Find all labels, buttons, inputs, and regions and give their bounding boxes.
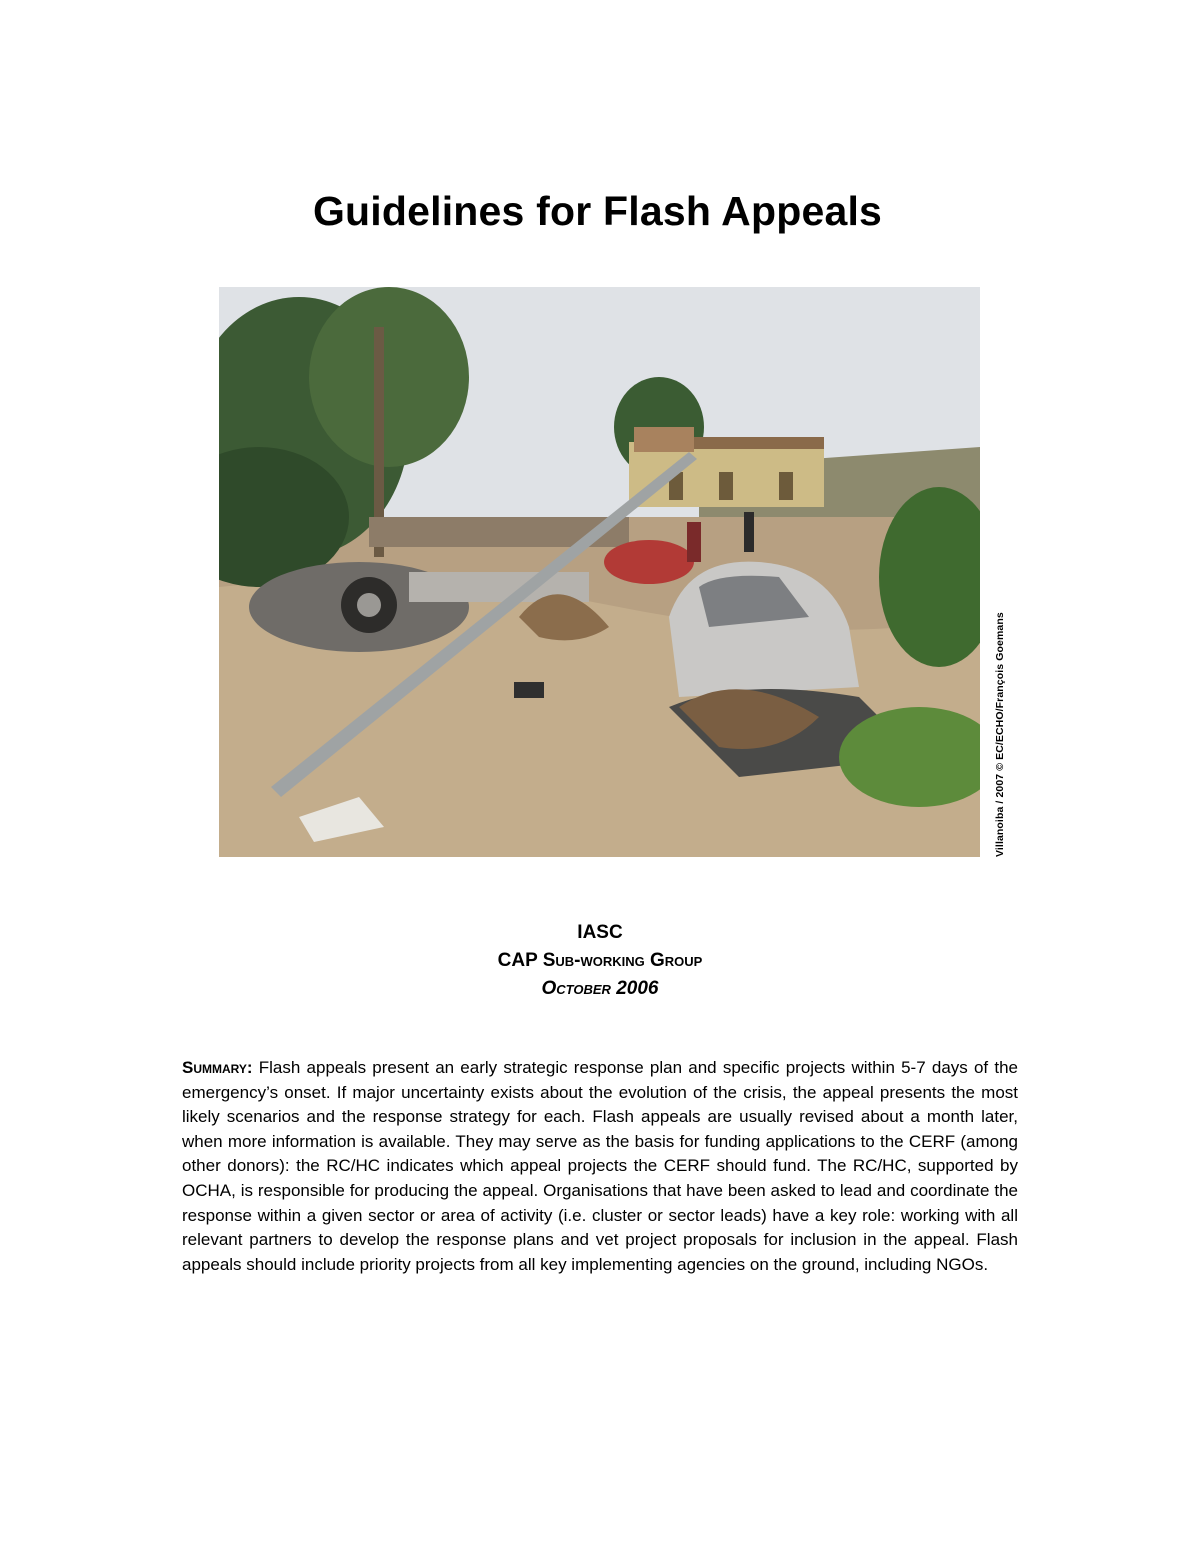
photo-credit: Villanoiba / 2007 © EC/ECHO/François Goemans	[994, 612, 1006, 857]
working-group-name: CAP Sub-working Group	[497, 950, 703, 971]
org-name: IASC	[577, 922, 623, 943]
summary-label: Summary:	[182, 1058, 253, 1077]
flood-damage-photo-illustration	[219, 287, 980, 857]
organization-block	[0, 919, 1200, 1003]
summary-text: Flash appeals present an early strategic response plan and specific projects within 5-7 days of the emergency’s onset. If major uncertainty exists about the evolution of the crisis, the appeal presents the most likely scenarios and the response strategy for each. Flash appeals are usually revised about a month later, when more information is available. They may serve as the basis for funding applications to the CERF (among other donors): the RC/HC indicates which appeal projects the CERF should fund. The RC/HC, supported by OCHA, is responsible for producing the appeal. Organisations that have been asked to lead and coordinate the response within a given sector or area of activity (i.e. cluster or sector leads) have a key role: working with all relevant partners to develop the response plans and vet project proposals for inclusion in the appeal. Flash appeals should include priority projects from all key implementing agencies on the ground, including NGOs.	[182, 1058, 1018, 1274]
summary-paragraph	[182, 1056, 1018, 1277]
document-title: Guidelines for Flash Appeals	[312, 188, 883, 234]
publication-date: October 2006	[541, 978, 659, 999]
flood-damage-photo	[219, 287, 980, 857]
